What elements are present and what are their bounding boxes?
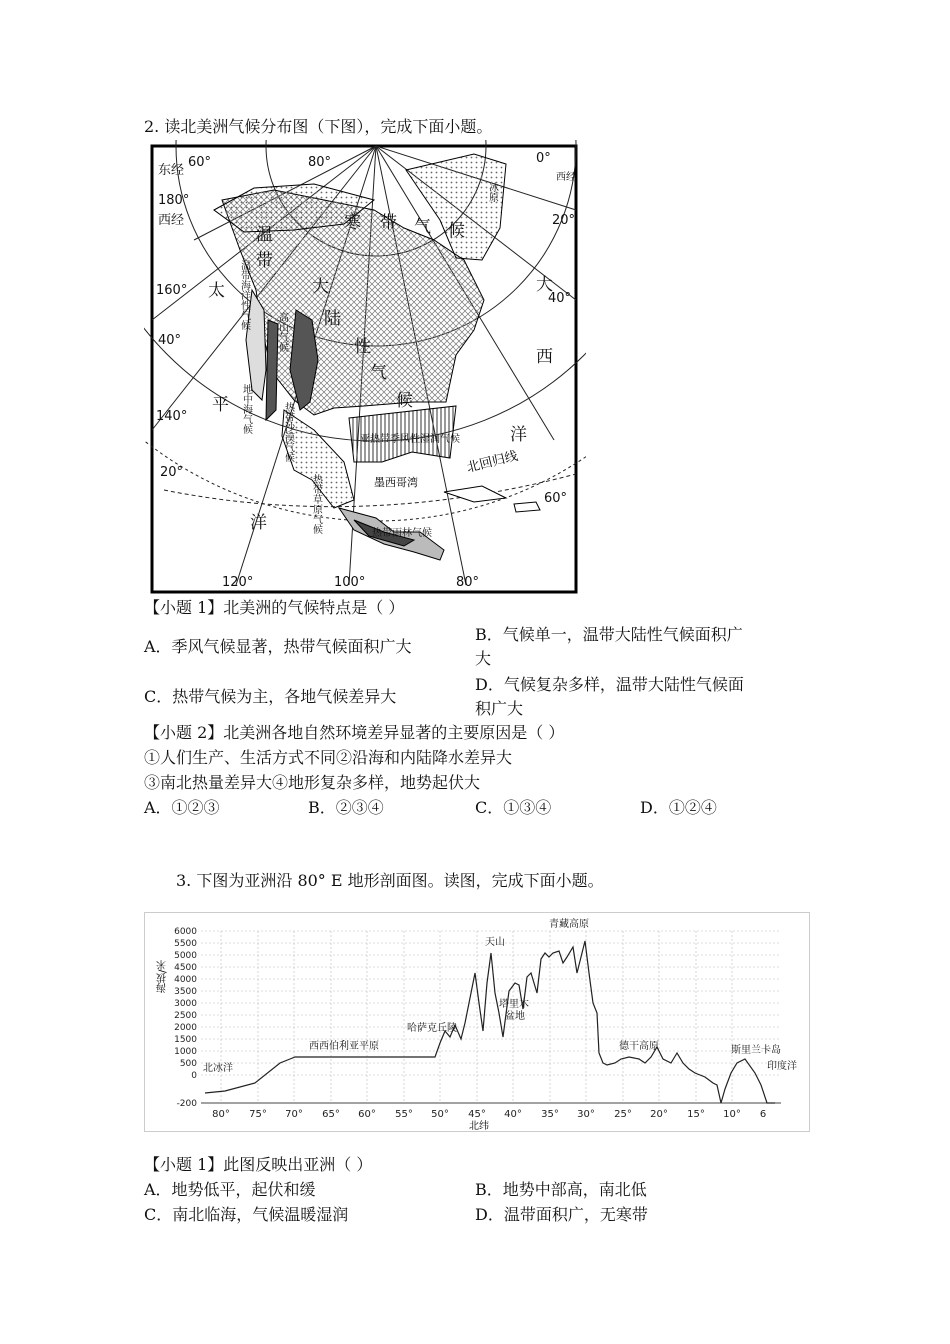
x-tick: 6 <box>759 1109 767 1120</box>
y-tick: 1500 <box>174 1035 197 1045</box>
ocean-label: 西 <box>536 347 553 367</box>
x-tick: 50° <box>431 1109 449 1120</box>
q2-sub1-option-c[interactable]: C．热带气候为主，各地气候差异大 <box>144 687 397 706</box>
climate-label: 大 <box>312 277 329 297</box>
y-tick: -200 <box>176 1099 197 1109</box>
y-tick: 5500 <box>174 939 197 949</box>
climate-label: 温带海洋性气候 <box>238 260 250 330</box>
climate-label: 性 <box>354 337 371 357</box>
q2-sub1-option-b-cont: 大 <box>475 649 492 668</box>
lon-label: 100° <box>334 575 366 590</box>
lon-label: 80° <box>456 575 480 590</box>
q2-sub2-option-d[interactable]: D．①②④ <box>640 798 717 817</box>
climate-label: 亚热带季风性湿润气候 <box>360 434 460 445</box>
x-tick: 65° <box>322 1109 340 1120</box>
lon-label: 60° <box>544 491 568 506</box>
question-3-title: 3. 下图为亚洲沿 80° E 地形剖面图。读图，完成下面小题。 <box>176 871 604 890</box>
q2-sub1-option-d-cont: 积广大 <box>475 699 524 718</box>
gulf-label: 墨西哥湾 <box>374 476 418 489</box>
climate-label: 带 <box>380 213 397 233</box>
climate-label: 温 <box>256 225 273 245</box>
tropic-label: 北回归线 <box>465 448 520 476</box>
climate-label: 高山气候 <box>276 312 288 352</box>
y-tick: 1000 <box>174 1047 197 1057</box>
north-america-climate-map <box>144 140 586 598</box>
climate-label: 陆 <box>324 309 341 329</box>
y-tick: 3000 <box>174 999 197 1009</box>
y-tick: 5000 <box>174 951 197 961</box>
y-tick: 6000 <box>174 927 197 937</box>
feature-label: 北冰洋 <box>203 1063 233 1074</box>
x-tick: 10° <box>723 1109 741 1120</box>
lon-label: 20° <box>160 465 184 480</box>
feature-label: 盆地 <box>505 1011 525 1022</box>
x-tick: 15° <box>687 1109 705 1120</box>
climate-label: 候 <box>396 391 413 411</box>
lon-label: 西经 <box>158 213 185 228</box>
y-tick: 2000 <box>174 1023 197 1033</box>
x-tick: 30° <box>577 1109 595 1120</box>
lon-label: 180° <box>158 193 190 208</box>
feature-label: 西西伯利亚平原 <box>309 1041 379 1052</box>
ocean-label: 平 <box>212 395 229 415</box>
x-tick: 60° <box>358 1109 376 1120</box>
lon-label: 140° <box>156 409 188 424</box>
lon-label: 西经 <box>556 172 576 183</box>
lon-label: 0° <box>536 151 551 166</box>
climate-label: 气 <box>414 217 431 237</box>
x-tick: 20° <box>650 1109 668 1120</box>
y-tick: 0 <box>191 1071 197 1081</box>
lon-label: 40° <box>548 291 572 306</box>
feature-label: 塔里木 <box>499 999 529 1010</box>
climate-label: 热带沙漠气候 <box>282 402 294 462</box>
q2-sub2-line1: ①人们生产、生活方式不同②沿海和内陆降水差异大 <box>144 748 513 767</box>
feature-label: 青藏高原 <box>549 919 589 930</box>
lon-label: 东经 <box>158 163 185 178</box>
q2-sub2-option-a[interactable]: A．①②③ <box>144 798 220 817</box>
x-tick: 35° <box>541 1109 559 1120</box>
x-tick: 25° <box>614 1109 632 1120</box>
feature-label: 德干高原 <box>619 1041 659 1052</box>
q3-sub1-option-b[interactable]: B．地势中部高，南北低 <box>475 1180 647 1199</box>
ocean-label: 大 <box>536 275 553 295</box>
q3-sub1-option-a[interactable]: A．地势低平，起伏和缓 <box>144 1180 316 1199</box>
x-tick: 45° <box>468 1109 486 1120</box>
climate-label: 热带雨林气候 <box>372 528 432 539</box>
q2-sub1-option-d[interactable]: D．气候复杂多样，温带大陆性气候面 <box>475 675 744 694</box>
climate-label: 候 <box>448 221 465 241</box>
climate-label: 气 <box>370 363 387 383</box>
ocean-label: 洋 <box>510 425 527 445</box>
y-tick: 2500 <box>174 1011 197 1021</box>
q3-sub1-option-c[interactable]: C．南北临海，气候温暖湿润 <box>144 1205 349 1224</box>
x-tick: 55° <box>395 1109 413 1120</box>
q2-sub1-option-b[interactable]: B．气候单一，温带大陆性气候面积广 <box>475 625 743 644</box>
q2-sub2-option-b[interactable]: B．②③④ <box>308 798 384 817</box>
climate-label: 冰原 <box>486 182 498 202</box>
feature-label: 印度洋 <box>767 1061 797 1072</box>
climate-label: 地中海气候 <box>240 384 252 434</box>
climate-label: 热带草原气候 <box>310 474 322 534</box>
x-tick: 75° <box>249 1109 267 1120</box>
lon-label: 80° <box>308 155 332 170</box>
asia-80e-profile <box>144 912 810 1132</box>
x-tick: 80° <box>212 1109 230 1120</box>
ocean-label: 太 <box>208 281 225 301</box>
y-tick: 4000 <box>174 975 197 985</box>
q2-sub1-option-a[interactable]: A．季风气候显著，热带气候面积广大 <box>144 637 412 656</box>
lon-label: 120° <box>222 575 254 590</box>
feature-label: 斯里兰卡岛 <box>731 1045 781 1056</box>
q3-sub1-option-d[interactable]: D．温带面积广，无寒带 <box>475 1205 648 1224</box>
lon-label: 160° <box>156 283 188 298</box>
q2-sub2-stem: 【小题 2】北美洲各地自然环境差异显著的主要原因是（ ） <box>144 723 565 742</box>
question-2-title: 2. 读北美洲气候分布图（下图），完成下面小题。 <box>144 117 493 136</box>
x-tick: 70° <box>285 1109 303 1120</box>
x-axis-label: 北纬 <box>469 1121 489 1131</box>
feature-label: 天山 <box>485 937 505 948</box>
q2-sub2-line2: ③南北热量差异大④地形复杂多样，地势起伏大 <box>144 773 481 792</box>
y-tick: 3500 <box>174 987 197 997</box>
feature-label: 哈萨克丘陵 <box>407 1023 457 1034</box>
climate-label: 带 <box>256 251 273 271</box>
lon-label: 60° <box>188 155 212 170</box>
lon-label: 40° <box>158 333 182 348</box>
q3-sub1-stem: 【小题 1】此图反映出亚洲（ ） <box>144 1155 373 1174</box>
y-tick: 4500 <box>174 963 197 973</box>
ocean-label: 洋 <box>250 513 267 533</box>
y-axis-label: 海拔/米 <box>157 959 169 993</box>
y-tick: 500 <box>179 1059 197 1069</box>
q2-sub1-stem: 【小题 1】北美洲的气候特点是（ ） <box>144 598 405 617</box>
x-tick: 40° <box>504 1109 522 1120</box>
climate-label: 寒 <box>344 213 361 233</box>
q2-sub2-option-c[interactable]: C．①③④ <box>475 798 552 817</box>
lon-label: 20° <box>552 213 576 228</box>
